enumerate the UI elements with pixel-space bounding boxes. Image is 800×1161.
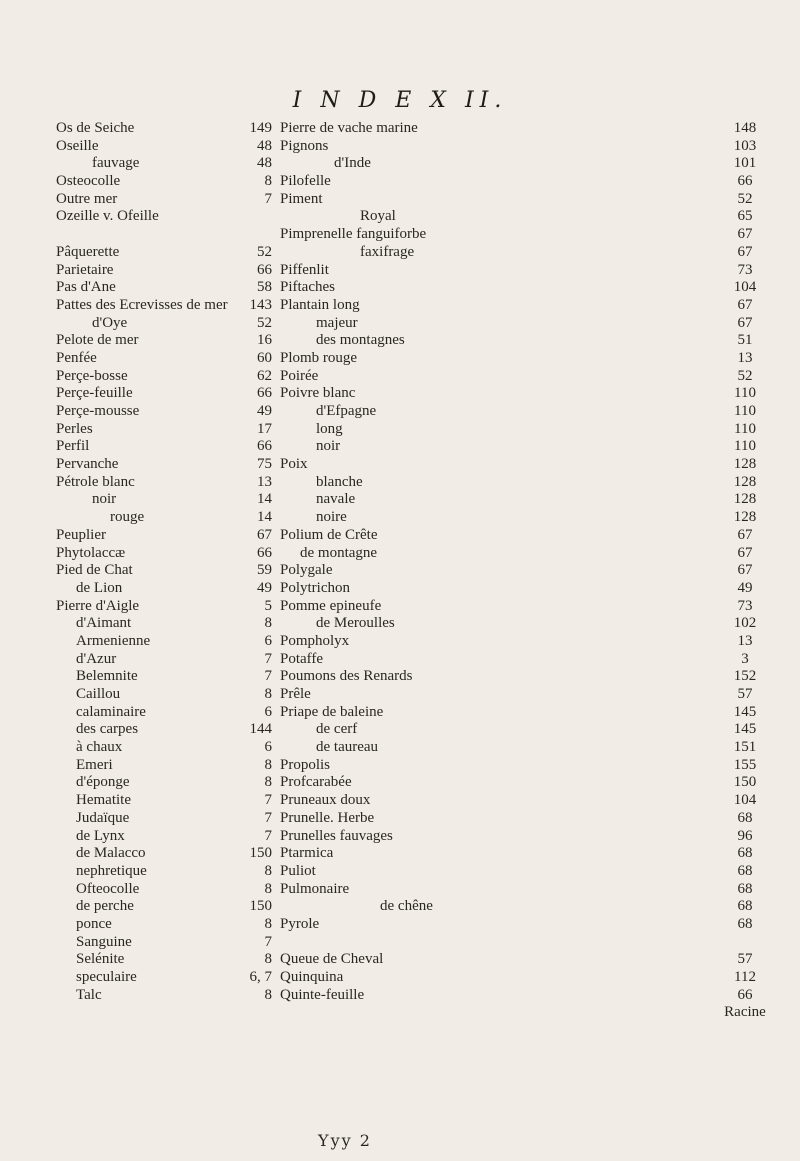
middle-entry — [232, 739, 433, 757]
left-entry: Ofteocolle — [76, 880, 140, 897]
middle-entry-label: Polygale — [280, 562, 333, 579]
middle-page-number: 52 — [257, 314, 272, 331]
left-entry: Belemnite — [76, 668, 138, 685]
left-entry: Pattes des Ecrevisses de mer — [56, 296, 228, 313]
middle-entry — [232, 315, 433, 333]
middle-page-number: 8 — [264, 986, 272, 1003]
middle-entry — [232, 951, 433, 969]
right-page-number: 128 — [733, 456, 757, 473]
middle-entry-label: Prêle — [280, 686, 311, 702]
middle-page-number: 7 — [264, 650, 272, 667]
middle-entry-label: Polium de Crête — [280, 526, 378, 543]
left-entry: Perçe-bosse — [56, 367, 128, 384]
middle-page-number: 8 — [264, 862, 272, 879]
middle-page-number: 16 — [257, 332, 272, 349]
right-page-number: 112 — [734, 969, 756, 985]
left-entry: Pas d'Ane — [56, 279, 116, 296]
middle-entry-label: Priape de baleine — [280, 703, 384, 720]
middle-page-number: 49 — [257, 403, 272, 419]
right-page-number: 145 — [733, 721, 757, 738]
middle-page-number: 5 — [264, 597, 272, 614]
right-page-number: 52 — [737, 190, 753, 207]
middle-entry — [232, 279, 433, 297]
middle-page-number: 6, 7 — [249, 969, 272, 985]
middle-entry — [232, 509, 433, 527]
left-entry: Judaïque — [76, 809, 130, 826]
right-page-number: 52 — [737, 367, 753, 384]
page-header: I N D E X II. — [292, 88, 508, 113]
middle-page-number: 48 — [257, 137, 272, 154]
left-entry: noir — [92, 491, 117, 508]
right-page-number: 66 — [737, 986, 753, 1003]
middle-entry — [232, 208, 433, 226]
middle-page-number: 67 — [257, 526, 272, 543]
left-entry: Perçe-feuille — [56, 385, 133, 402]
right-page-number: 67 — [737, 314, 753, 331]
middle-page-number: 13 — [257, 473, 272, 490]
right-page-number: 96 — [737, 827, 753, 844]
middle-entry — [232, 262, 433, 280]
left-entry: Pâquerette — [56, 243, 120, 260]
middle-entry — [232, 898, 433, 916]
left-entry: Talc — [76, 986, 102, 1003]
middle-page-number: 8 — [264, 774, 272, 791]
left-entry: Pelote de mer — [56, 332, 139, 349]
middle-entry — [232, 757, 433, 775]
right-page-number: 145 — [733, 703, 757, 720]
middle-entry — [232, 474, 433, 492]
middle-entry — [232, 580, 433, 598]
middle-page-number: 52 — [257, 243, 272, 260]
middle-page-number: 8 — [264, 686, 272, 702]
middle-page-number: 58 — [257, 279, 272, 296]
middle-page-number: 8 — [264, 756, 272, 773]
middle-page-number: 14 — [257, 509, 272, 526]
right-page-number: 3 — [741, 650, 749, 667]
right-column — [720, 120, 770, 1022]
left-column — [56, 120, 228, 1004]
middle-entry-label: Piment — [280, 190, 323, 207]
middle-entry — [232, 792, 433, 810]
middle-entry — [232, 350, 433, 368]
left-entry: Perles — [56, 420, 93, 437]
middle-page-number: 8 — [264, 915, 272, 932]
middle-entry-label: Plantain long — [280, 296, 360, 313]
middle-page-number: 7 — [264, 190, 272, 207]
middle-page-number: 59 — [257, 562, 272, 579]
middle-page-number: 7 — [264, 668, 272, 685]
middle-page-number: 6 — [264, 739, 272, 756]
middle-entry — [232, 297, 433, 315]
right-page-number: 68 — [737, 915, 753, 932]
middle-entry-label: navale — [316, 491, 356, 508]
middle-entry — [232, 969, 433, 987]
middle-column — [232, 120, 433, 1022]
middle-entry — [232, 155, 433, 173]
middle-page-number: 143 — [249, 296, 272, 313]
middle-entry-label: majeur — [316, 314, 358, 331]
right-page-number: 68 — [737, 809, 753, 826]
middle-entry — [232, 934, 433, 952]
middle-entry-label: Prunelles fauvages — [280, 827, 393, 844]
signature-mark: Yyy 2 — [318, 1131, 372, 1150]
middle-page-number: 7 — [264, 792, 272, 809]
middle-page-number: 6 — [264, 703, 272, 720]
right-page-number: 67 — [737, 296, 753, 313]
right-page-number: 67 — [737, 526, 753, 543]
right-page-number: 68 — [737, 898, 753, 915]
middle-entry-label: Queue de Cheval — [280, 951, 384, 968]
middle-entry — [232, 456, 433, 474]
middle-entry-label: Pruneaux doux — [280, 792, 371, 809]
middle-entry — [232, 598, 433, 616]
middle-entry-label: Propolis — [280, 756, 331, 773]
middle-page-number: 144 — [249, 721, 272, 738]
right-page-number: 57 — [737, 686, 753, 702]
right-page-number: 68 — [737, 880, 753, 897]
left-entry: d'Aimant — [76, 615, 132, 632]
middle-page-number: 150 — [249, 898, 272, 915]
middle-entry-label: Quinquina — [280, 969, 344, 985]
left-entry: à chaux — [76, 739, 123, 756]
left-entry: Armenienne — [76, 632, 151, 649]
left-entry: Sanguine — [76, 933, 132, 950]
left-entry: Penfée — [56, 349, 97, 366]
middle-entry-label: Poix — [280, 456, 308, 473]
middle-page-number: 66 — [257, 261, 272, 278]
middle-entry — [232, 704, 433, 722]
left-entry: Perfil — [56, 438, 90, 455]
middle-entry — [232, 138, 433, 156]
right-page-number: 67 — [737, 562, 753, 579]
middle-entry — [232, 191, 433, 209]
middle-entry — [232, 863, 433, 881]
right-page-number: 73 — [737, 597, 753, 614]
left-entry: Emeri — [76, 756, 113, 773]
middle-entry — [232, 721, 433, 739]
left-entry: de Malacco — [76, 845, 146, 862]
middle-entry-label: Pierre de vache marine — [280, 120, 418, 136]
middle-entry-label: Piffenlit — [280, 261, 329, 278]
right-page-number: 13 — [737, 349, 753, 366]
right-page-number: 151 — [733, 739, 757, 756]
right-page-number: 152 — [733, 668, 757, 685]
right-page-number: 110 — [734, 403, 756, 419]
right-page-number: 68 — [737, 862, 753, 879]
right-page-number: 110 — [734, 420, 756, 437]
middle-page-number: 66 — [257, 385, 272, 402]
left-entry: Selénite — [76, 951, 125, 968]
middle-entry — [232, 120, 433, 138]
left-entry: nephretique — [76, 862, 147, 879]
right-page-number: 104 — [733, 279, 757, 296]
middle-entry — [232, 828, 433, 846]
middle-entry-label: de taureau — [316, 739, 379, 756]
middle-entry — [232, 385, 433, 403]
middle-entry-label: Polytrichon — [280, 579, 350, 596]
middle-page-number: 6 — [264, 632, 272, 649]
right-page-number: 49 — [737, 579, 753, 596]
middle-entry-label: Pompholyx — [280, 632, 350, 649]
left-entry: calaminaire — [76, 703, 146, 720]
right-page-number: Racine — [724, 1004, 766, 1021]
left-entry: d'Azur — [76, 650, 117, 667]
left-entry: Phytolaccæ — [56, 544, 126, 561]
right-page-number: 110 — [734, 385, 756, 402]
middle-entry-label: Pyrole — [280, 915, 320, 932]
middle-entry-label: Pimprenelle fanguiforbe — [280, 226, 427, 243]
right-page-number: 104 — [733, 792, 757, 809]
left-entry: Oseille — [56, 137, 99, 154]
left-entry: Pétrole blanc — [56, 473, 135, 490]
middle-entry-label: Pulmonaire — [280, 880, 350, 897]
right-page-number: 65 — [737, 208, 753, 225]
middle-entry — [232, 438, 433, 456]
left-entry: d'Oye — [92, 314, 128, 331]
middle-page-number: 66 — [257, 438, 272, 455]
middle-entry-label: Potaffe — [280, 650, 324, 667]
middle-entry-label: Quinte-feuille — [280, 986, 365, 1003]
middle-page-number: 48 — [257, 155, 272, 172]
middle-entry — [232, 881, 433, 899]
right-page-number: 67 — [737, 243, 753, 260]
middle-page-number: 66 — [257, 544, 272, 561]
middle-page-number: 14 — [257, 491, 272, 508]
middle-entry-label: Poirée — [280, 367, 319, 384]
middle-entry — [232, 615, 433, 633]
middle-entry-label: blanche — [316, 473, 363, 490]
right-page-number: 73 — [737, 261, 753, 278]
left-entry: Os de Seiche — [56, 120, 135, 136]
middle-page-number: 149 — [249, 120, 272, 136]
middle-entry-label: Poumons des Renards — [280, 668, 413, 685]
right-page-number: 102 — [733, 615, 757, 632]
middle-entry — [232, 226, 433, 244]
right-page-number: 128 — [733, 473, 757, 490]
middle-page-number: 150 — [249, 845, 272, 862]
left-entry: Parietaire — [56, 261, 114, 278]
middle-entry-label: long — [316, 420, 343, 437]
middle-entry-label: d'Inde — [334, 155, 371, 172]
right-page-number: 155 — [733, 756, 757, 773]
left-entry: des carpes — [76, 721, 139, 738]
middle-page-number: 8 — [264, 615, 272, 632]
middle-page-number: 60 — [257, 349, 272, 366]
left-entry: Caillou — [76, 686, 121, 702]
left-entry: Ozeille v. Ofeille — [56, 208, 159, 225]
middle-entry-label: noir — [316, 438, 341, 455]
middle-entry — [232, 332, 433, 350]
middle-page-number: 7 — [264, 809, 272, 826]
middle-page-number: 49 — [257, 579, 272, 596]
left-entry: Peuplier — [56, 526, 106, 543]
right-page-number: 101 — [733, 155, 757, 172]
left-entry: ponce — [76, 915, 112, 932]
middle-entry — [232, 774, 433, 792]
middle-entry-label: de cerf — [316, 721, 358, 738]
right-page-number: 68 — [737, 845, 753, 862]
middle-page-number: 7 — [264, 827, 272, 844]
left-entry: Hematite — [76, 792, 131, 809]
middle-entry — [232, 987, 433, 1005]
middle-entry — [232, 668, 433, 686]
middle-entry-label: Pilofelle — [280, 173, 331, 190]
left-entry: rouge — [110, 509, 145, 526]
middle-entry — [232, 527, 433, 545]
middle-page-number: 8 — [264, 880, 272, 897]
left-entry: Pied de Chat — [56, 562, 133, 579]
middle-entry — [232, 916, 433, 934]
middle-page-number: 75 — [257, 456, 272, 473]
right-page-number: 67 — [737, 544, 753, 561]
middle-page-number: 7 — [264, 933, 272, 950]
middle-entry-label: faxifrage — [360, 243, 415, 260]
left-entry: fauvage — [92, 155, 140, 172]
middle-entry — [232, 1004, 433, 1022]
right-page-number: 57 — [737, 951, 753, 968]
middle-entry-label: de Meroulles — [316, 615, 395, 632]
left-entry: de Lion — [76, 579, 123, 596]
middle-entry-label: Poivre blanc — [280, 385, 356, 402]
middle-entry — [232, 810, 433, 828]
right-page-number: 150 — [733, 774, 757, 791]
middle-entry-label: Prunelle. Herbe — [280, 809, 375, 826]
middle-entry — [232, 173, 433, 191]
middle-entry — [232, 491, 433, 509]
middle-entry-label: Pomme epineufe — [280, 597, 382, 614]
right-page-number — [720, 934, 770, 952]
middle-page-number: 8 — [264, 173, 272, 190]
middle-entry-label: Pignons — [280, 137, 329, 154]
right-page-number: 128 — [733, 491, 757, 508]
left-entry: Osteocolle — [56, 173, 121, 190]
middle-entry-label: de montagne — [300, 544, 378, 561]
middle-entry — [232, 845, 433, 863]
left-entry: Pervanche — [56, 456, 119, 473]
right-page-number: 13 — [737, 632, 753, 649]
right-page-number: 103 — [733, 137, 757, 154]
right-page-number: 128 — [733, 509, 757, 526]
right-page-number: 110 — [734, 438, 756, 455]
right-page-number: 67 — [737, 226, 753, 243]
left-entry: Perçe-mousse — [56, 403, 140, 419]
middle-entry-label: Profcarabée — [280, 774, 352, 791]
middle-entry — [232, 403, 433, 421]
middle-entry — [232, 368, 433, 386]
middle-entry-label: de chêne — [380, 898, 433, 915]
middle-entry — [232, 651, 433, 669]
left-entry: d'éponge — [76, 774, 130, 791]
left-entry: Outre mer — [56, 190, 118, 207]
middle-entry — [232, 545, 433, 563]
middle-entry-label: Plomb rouge — [280, 349, 358, 366]
right-page-number: 51 — [737, 332, 753, 349]
middle-entry — [232, 244, 433, 262]
middle-entry — [232, 562, 433, 580]
middle-entry — [232, 421, 433, 439]
middle-entry-label: Piftaches — [280, 279, 335, 296]
middle-page-number: 62 — [257, 367, 272, 384]
middle-page-number: 17 — [257, 420, 272, 437]
right-page-number: 148 — [733, 120, 757, 136]
middle-page-number: 8 — [264, 951, 272, 968]
left-entry — [56, 226, 228, 244]
middle-entry-label: noire — [316, 509, 347, 526]
left-entry: de perche — [76, 898, 134, 915]
middle-entry-label: Royal — [360, 208, 396, 225]
right-page-number: 66 — [737, 173, 753, 190]
middle-entry-label: Puliot — [280, 862, 316, 879]
left-entry: Pierre d'Aigle — [56, 597, 140, 614]
middle-entry-label: d'Efpagne — [316, 403, 377, 419]
middle-entry — [232, 686, 433, 704]
middle-entry-label: des montagnes — [316, 332, 405, 349]
left-entry: de Lynx — [76, 827, 125, 844]
left-entry: speculaire — [76, 969, 137, 985]
middle-entry — [232, 633, 433, 651]
middle-entry-label: Ptarmica — [280, 845, 334, 862]
